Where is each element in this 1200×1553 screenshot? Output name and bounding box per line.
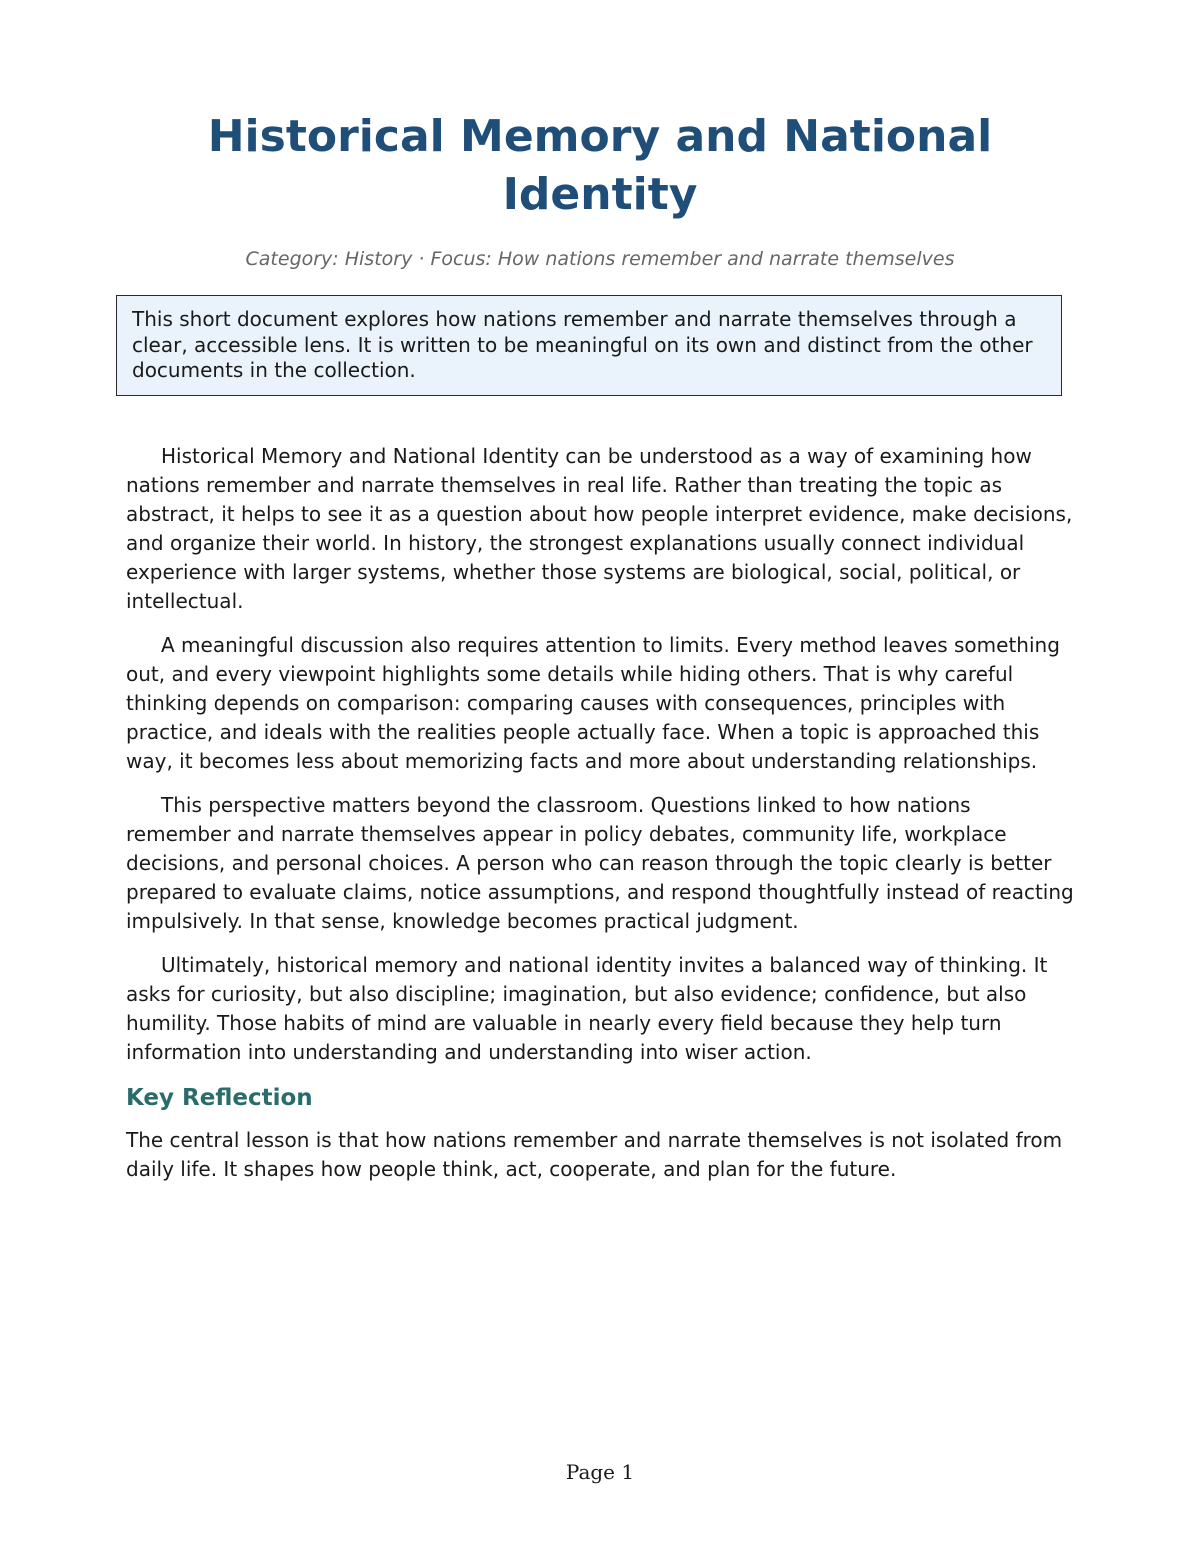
document-body [126, 442, 1076, 1184]
body-paragraph-3: This perspective matters beyond the classroom. Questions linked to how nations remember and narrate themselves appear in policy debates, community life, workplace decisions, and personal choices. A person who can reason through the topic clearly is better prepared to evaluate claims, notice assumptions, and respond thoughtfully instead of reacting impulsively. In that sense, knowledge becomes practical judgment. [126, 793, 1074, 933]
summary-text: This short document explores how nations remember and narrate themselves through a clear, accessible lens. It is written to be meaningful on its own and distinct from the other documents in the collection. [132, 307, 1033, 382]
summary-box [116, 295, 1062, 396]
reflection-paragraph: The central lesson is that how nations remember and narrate themselves is not isolated from daily life. It shapes how people think, act, cooperate, and plan for the future. [126, 1128, 1063, 1181]
body-paragraph-4: Ultimately, historical memory and national identity invites a balanced way of thinking. It asks for curiosity, but also discipline; imagination, but also evidence; confidence, but also humility. Those habits of mind are valuable in nearly every field because they help turn information into understanding and understanding into wiser action. [126, 953, 1048, 1064]
document-subtitle: Category: History · Focus: How nations remember and narrate themselves [245, 248, 955, 270]
body-paragraph-1: Historical Memory and National Identity can be understood as a way of examining how nations remember and narrate themselves in real life. Rather than treating the topic as abstract, it helps to see it as a question about how people interpret evidence, make decisions, and organize their world. In history, the strongest explanations usually connect individual experience with larger systems, whether those systems are biological, social, political, or intellectual. [126, 444, 1073, 613]
page-number: Page 1 [565, 1460, 635, 1484]
document-title: Historical Memory and National Identity [207, 111, 993, 220]
body-paragraph-2: A meaningful discussion also requires attention to limits. Every method leaves something out, and every viewpoint highlights some details while hiding others. That is why careful thinking depends on comparison: comparing causes with consequences, principles with practice, and ideals with the realities people actually face. When a topic is approached this way, it becomes less about memorizing facts and more about understanding relationships. [126, 633, 1060, 773]
section-heading-key-reflection: Key Reflection [126, 1085, 313, 1111]
